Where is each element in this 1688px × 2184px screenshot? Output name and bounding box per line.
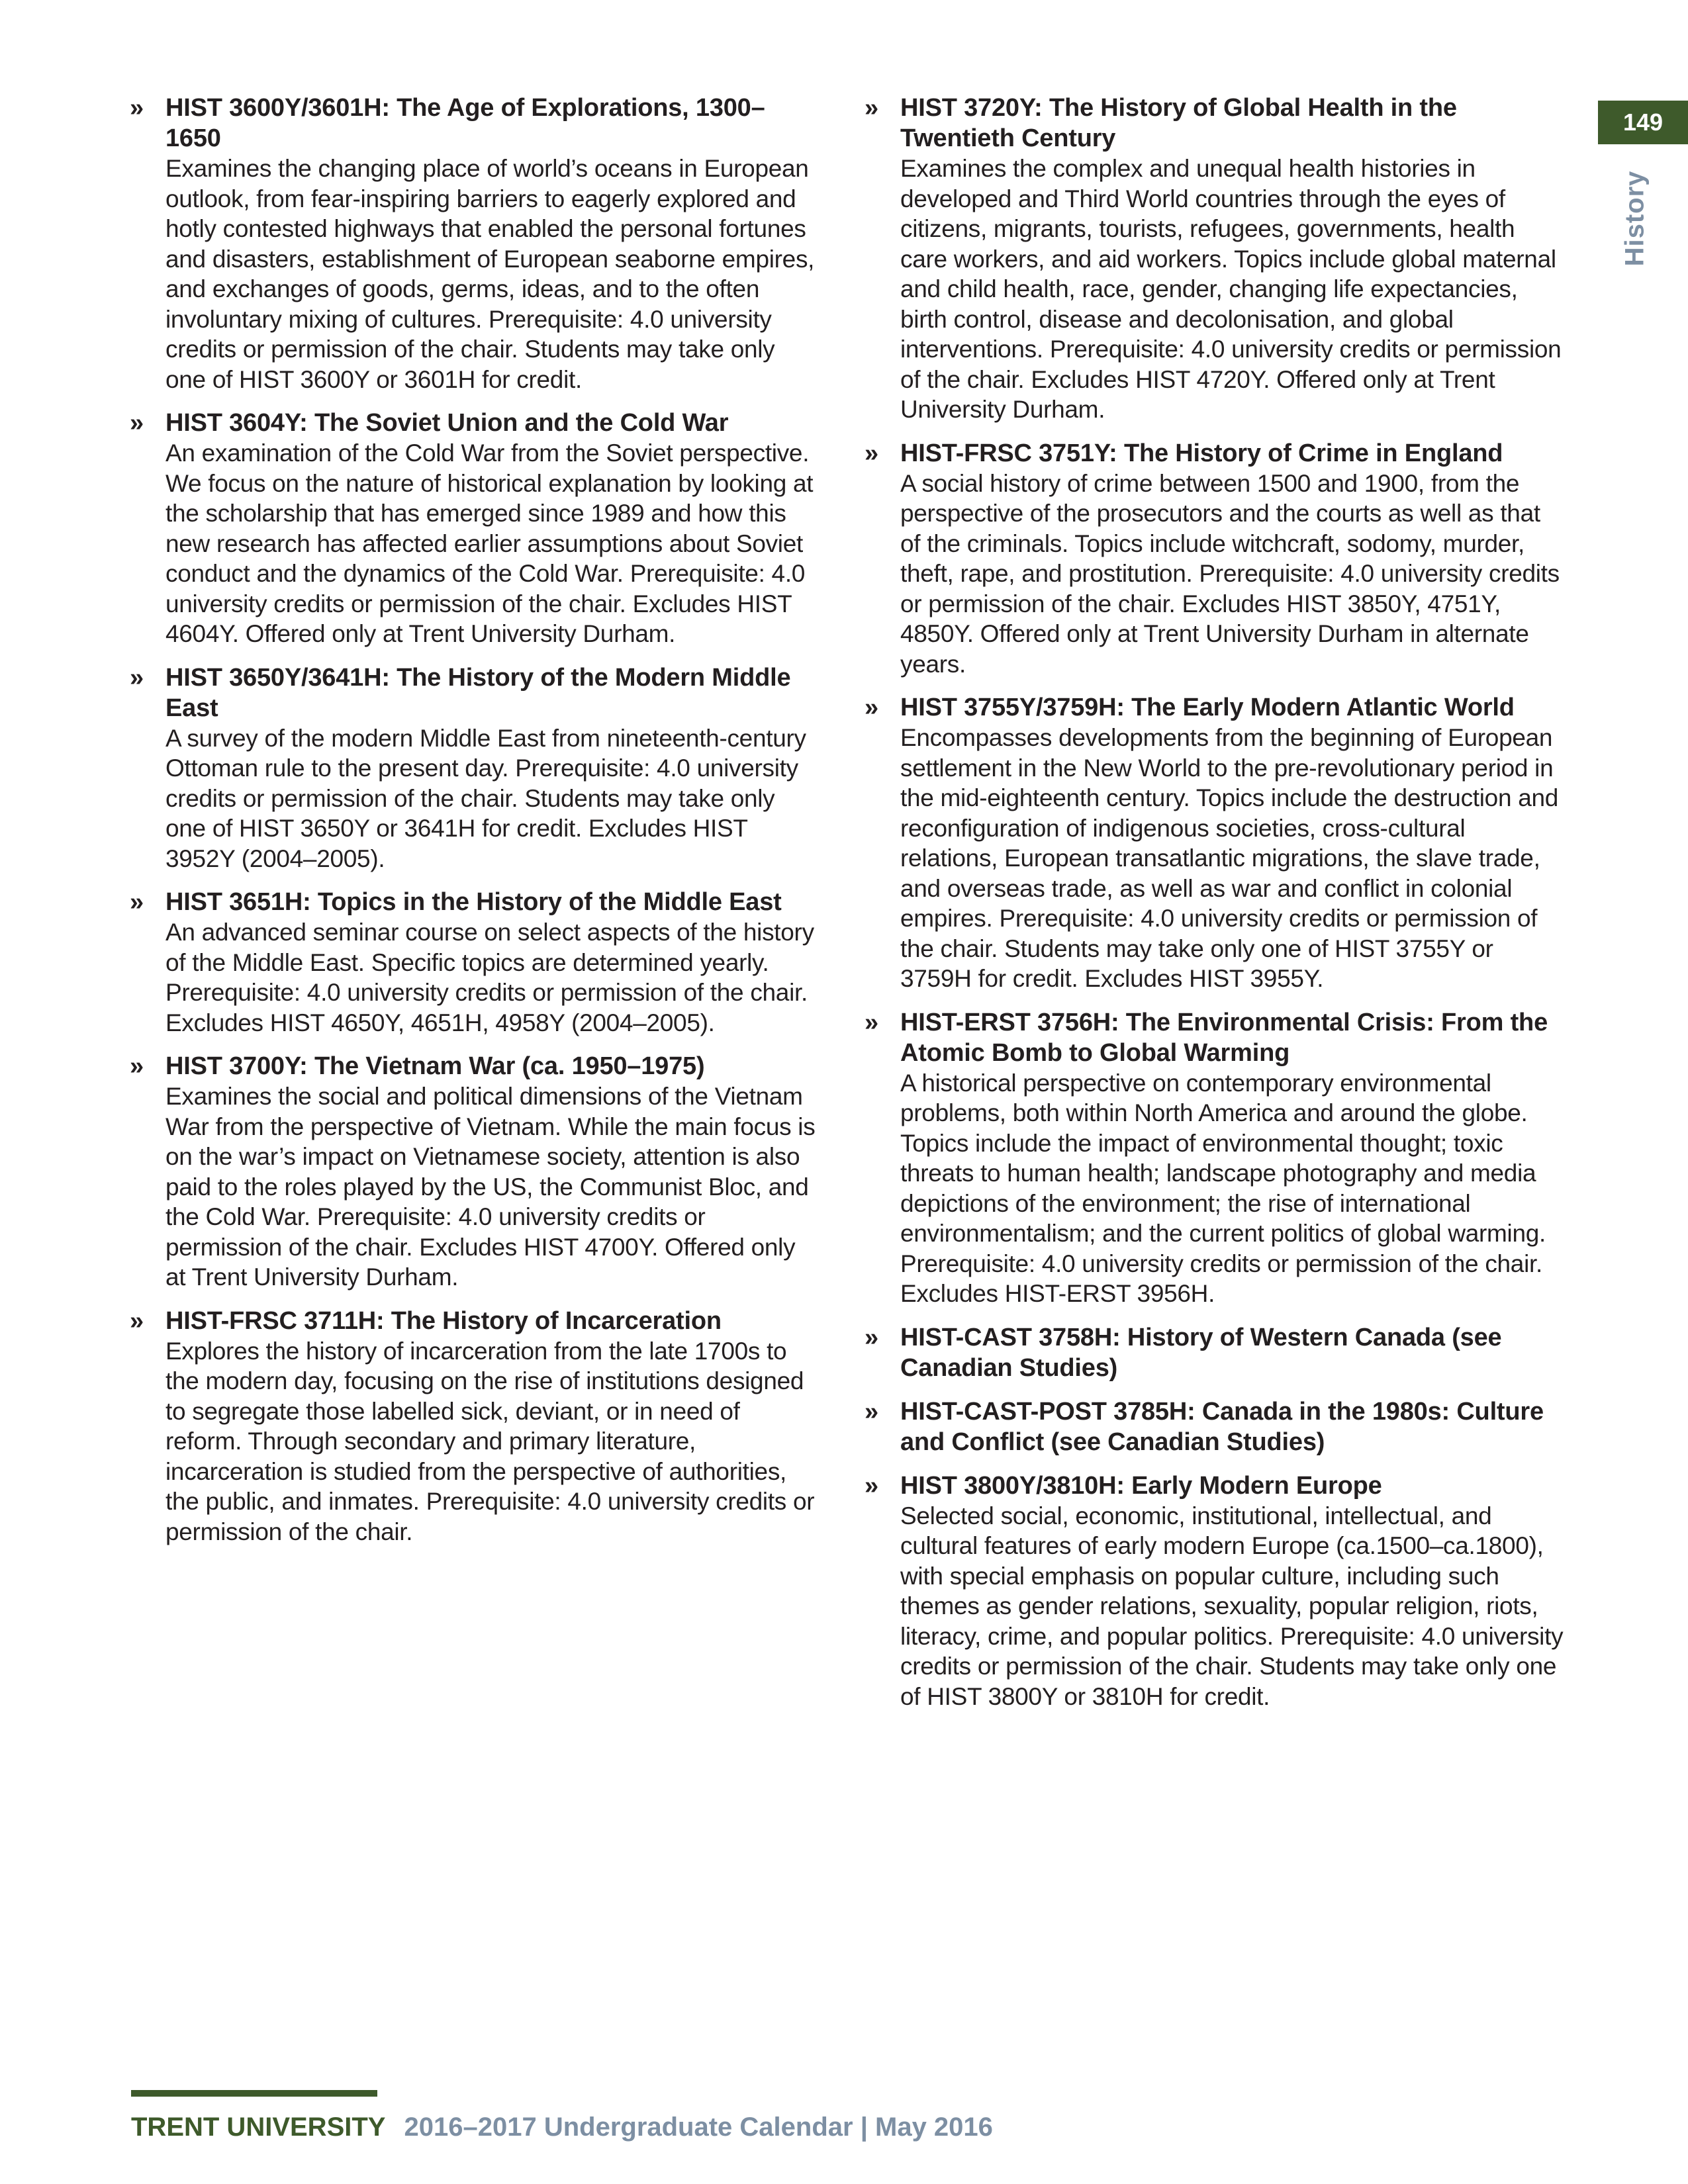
course-description: A social history of crime between 1500 and 1900, from the perspective of the prosecutors and the courts as well as that of the criminals. Topics include witchcraft, sodomy, murder, theft, rape, and prostitution. Prerequisite: 4.0 university credits or permission of the chair. Excludes HIST 3850Y, 4751Y, 4850Y. Offered only at Trent University Durham in alternate years. bbox=[900, 469, 1560, 678]
bullet-marker: » bbox=[130, 94, 144, 122]
course-description: Examines the social and political dimensions of the Vietnam War from the perspective of Vietnam. While the main focus is on the war’s impact on Vietnamese society, attention is also paid to the roles played by the US, the Communist Bloc, and the Cold War. Prerequisite: 4.0 university credits or permission of the chair. Excludes HIST 4700Y. Offered only at Trent University Durham. bbox=[165, 1083, 816, 1291]
page-number-badge: 149 bbox=[1598, 101, 1688, 144]
course-entry bbox=[865, 1396, 1566, 1457]
bullet-marker: » bbox=[130, 663, 144, 692]
course-title: HIST-ERST 3756H: The Environmental Crisis: From the Atomic Bomb to Global Warming bbox=[900, 1008, 1548, 1067]
course-entry bbox=[865, 692, 1566, 994]
course-entry bbox=[865, 1471, 1566, 1712]
course-title: HIST 3800Y/3810H: Early Modern Europe bbox=[900, 1471, 1382, 1500]
course-entry bbox=[130, 662, 818, 874]
course-title: HIST-CAST 3758H: History of Western Canada (see Canadian Studies) bbox=[900, 1323, 1502, 1382]
course-entry bbox=[130, 93, 818, 394]
course-title: HIST 3720Y: The History of Global Health in the Twentieth Century bbox=[900, 94, 1457, 152]
course-entry bbox=[130, 887, 818, 1038]
footer-institution: TRENT UNIVERSITY bbox=[131, 2113, 386, 2142]
course-title: HIST 3600Y/3601H: The Age of Explorations, 1300–1650 bbox=[165, 94, 765, 152]
bullet-marker: » bbox=[865, 1471, 879, 1500]
bullet-marker: » bbox=[865, 1008, 879, 1036]
course-description: Examines the complex and unequal health histories in developed and Third World countries through the eyes of citizens, migrants, tourists, refugees, governments, health care workers, and aid workers. Topics include global maternal and child health, race, gender, changing life expectancies, birth control, disease and decolonisation, and global interventions. Prerequisite: 4.0 university credits or permission of the chair. Excludes HIST 4720Y. Offered only at Trent University Durham. bbox=[900, 155, 1562, 423]
course-title: HIST-FRSC 3711H: The History of Incarceration bbox=[165, 1306, 722, 1335]
course-entry bbox=[865, 93, 1566, 425]
footer-calendar-title: 2016–2017 Undergraduate Calendar | May 2016 bbox=[404, 2113, 993, 2142]
course-entry bbox=[865, 1322, 1566, 1383]
course-list-left-column bbox=[130, 93, 818, 1560]
course-title: HIST-FRSC 3751Y: The History of Crime in England bbox=[900, 439, 1503, 467]
bullet-marker: » bbox=[865, 94, 879, 122]
bullet-marker: » bbox=[130, 1052, 144, 1080]
course-title: HIST 3651H: Topics in the History of the Middle East bbox=[165, 888, 782, 916]
footer-rule bbox=[131, 2090, 377, 2097]
page-footer bbox=[131, 2113, 993, 2142]
course-list-right-column bbox=[865, 93, 1566, 1725]
bullet-marker: » bbox=[130, 888, 144, 916]
course-title: HIST-CAST-POST 3785H: Canada in the 1980s: Culture and Conflict (see Canadian Studies) bbox=[900, 1397, 1544, 1456]
course-description: A historical perspective on contemporary environmental problems, both within North America and around the globe. Topics include the impact of environmental thought; toxic threats to human health; landscape photography and media depictions of the environment; the rise of international environmentalism; and the current politics of global warming. Prerequisite: 4.0 university credits or permission of the chair. Excludes HIST-ERST 3956H. bbox=[900, 1069, 1546, 1307]
bullet-marker: » bbox=[865, 694, 879, 721]
course-description: An advanced seminar course on select aspects of the history of the Middle East. Specific topics are determined yearly. Prerequisite: 4.0 university credits or permission of the chair. Excludes HIST 4650Y, 4651H, 4958Y (2004–2005). bbox=[165, 919, 814, 1036]
course-title: HIST 3604Y: The Soviet Union and the Cold War bbox=[165, 409, 729, 437]
bullet-marker: » bbox=[130, 409, 144, 437]
course-entry bbox=[865, 438, 1566, 680]
bullet-marker: » bbox=[865, 1323, 879, 1351]
course-title: HIST 3755Y/3759H: The Early Modern Atlantic World bbox=[900, 694, 1515, 721]
bullet-marker: » bbox=[130, 1306, 144, 1335]
course-entry bbox=[130, 1306, 818, 1547]
course-description: Selected social, economic, institutional, intellectual, and cultural features of early modern Europe (ca.1500–ca.1800), with special emphasis on popular culture, including such themes as gender relations, sexuality, popular religion, riots, literacy, crime, and popular politics. Prerequisite: 4.0 university credits or permission of the chair. Students may take only one of HIST 3800Y or 3810H for credit. bbox=[900, 1502, 1564, 1710]
course-entry bbox=[865, 1007, 1566, 1309]
course-description: An examination of the Cold War from the Soviet perspective. We focus on the nature of historical explanation by looking at the scholarship that has emerged since 1989 and how this new research has affected earlier assumptions about Soviet conduct and the dynamics of the Cold War. Prerequisite: 4.0 university credits or permission of the chair. Excludes HIST 4604Y. Offered only at Trent University Durham. bbox=[165, 439, 814, 647]
course-description: Examines the changing place of world’s oceans in European outlook, from fear-inspiring barriers to eagerly explored and hotly contested highways that enabled the personal fortunes and disasters, establishment of European seaborne empires, and exchanges of goods, germs, ideas, and to the often involuntary mixing of cultures. Prerequisite: 4.0 university credits or permission of the chair. Students may take only one of HIST 3600Y or 3601H for credit. bbox=[165, 155, 815, 393]
bullet-marker: » bbox=[865, 439, 879, 467]
course-entry bbox=[130, 408, 818, 649]
course-description: A survey of the modern Middle East from nineteenth-century Ottoman rule to the present day. Prerequisite: 4.0 university credits or permission of the chair. Students may take only one of HIST 3650Y or 3641H for credit. Excludes HIST 3952Y (2004–2005). bbox=[165, 724, 806, 872]
course-title: HIST 3700Y: The Vietnam War (ca. 1950–1975) bbox=[165, 1052, 705, 1080]
course-description: Explores the history of incarceration from the late 1700s to the modern day, focusing on the rise of institutions designed to segregate those labelled sick, deviant, or in need of reform. Through secondary and primary literature, incarceration is studied from the perspective of authorities, the public, and inmates. Prerequisite: 4.0 university credits or permission of the chair. bbox=[165, 1337, 815, 1545]
course-description: Encompasses developments from the beginning of European settlement in the New World to the pre-revolutionary period in the mid-eighteenth century. Topics include the destruction and reconfiguration of indigenous societies, cross-cultural relations, European transatlantic migrations, the slave trade, and overseas trade, as well as war and conflict in colonial empires. Prerequisite: 4.0 university credits or permission of the chair. Students may take only one of HIST 3755Y or 3759H for credit. Excludes HIST 3955Y. bbox=[900, 724, 1559, 992]
section-tab-label: History bbox=[1620, 170, 1650, 267]
course-title: HIST 3650Y/3641H: The History of the Modern Middle East bbox=[165, 663, 791, 722]
bullet-marker: » bbox=[865, 1397, 879, 1426]
course-entry bbox=[130, 1051, 818, 1293]
